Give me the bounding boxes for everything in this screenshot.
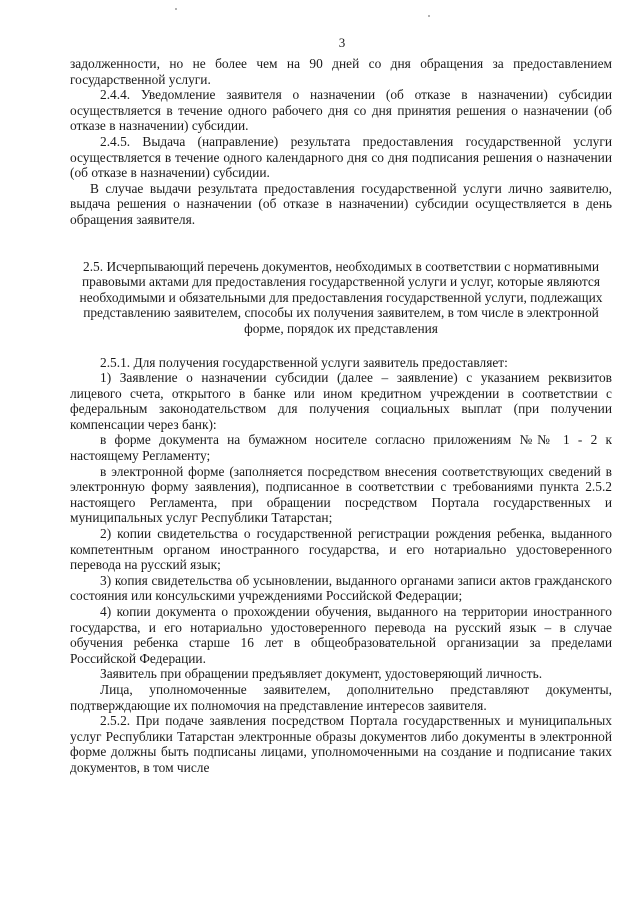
list-item-3-adoption-certificate: 3) копия свидетельства об усыновлении, выданного органами записи актов гражданского состояния или консульскими учреждениями Российской Федерации; (70, 572, 612, 604)
paragraph-2-5-2: 2.5.2. При подаче заявления посредством Портала государственных и муниципальных услуг Республики Татарстан электронные образы документов либо документы в электронной форме должны быть подписаны лицами, уполномоченными на создание и подписание таких документов, в том числе (70, 713, 612, 775)
list-item-paper-form: в форме документа на бумажном носителе согласно приложениям №№ 1 - 2 к настоящему Регламенту; (70, 432, 612, 464)
scan-speck (428, 15, 430, 17)
list-item-4-education-document: 4) копии документа о прохождении обучения, выданного на территории иностранного государства, и его нотариально удостоверенного перевода на русский язык – в случае обучения ребенка старше 16 лет в общеобразовательной организации за пределами Российской Федерации. (70, 604, 612, 666)
paragraph-identity-document: Заявитель при обращении предъявляет документ, удостоверяющий личность. (100, 666, 543, 682)
scan-speck (175, 8, 177, 10)
document-body (70, 56, 612, 776)
paragraph-authorized-persons: Лица, уполномоченные заявителем, дополнительно представляют документы, подтверждающие их полномочия на представление интересов заявителя. (70, 681, 612, 713)
section-heading-2-5: 2.5. Исчерпывающий перечень документов, необходимых в соответствии с нормативными правовыми актами для предоставления государственной услуги и услуг, которые являются необходимыми и обязательными для предоставления государственной услуги, подлежащих представлению заявителем, способы их получения заявителем, в том числе в электронной форме, порядок их представления (79, 258, 603, 336)
paragraph-2-5-1: 2.5.1. Для получения государственной услуги заявитель предоставляет: (100, 354, 508, 370)
page-number: 3 (338, 35, 346, 50)
list-item-1-application: 1) Заявление о назначении субсидии (далее – заявление) с указанием реквизитов лицевого счета, открытого в банке или ином кредитном учреждении в соответствии с федеральным законодательством для получения социальных выплат (при получении компенсации через банк): (70, 370, 612, 432)
list-item-electronic-form: в электронной форме (заполняется посредством внесения соответствующих сведений в электронную форму заявления), подписанное в соответствии с требованиями пункта 2.5.2 настоящего Регламента, при обращении посредством Портала государственных и муниципальных услуг Республики Татарстан; (70, 463, 612, 526)
list-item-2-birth-certificate: 2) копии свидетельства о государственной регистрации рождения ребенка, выданного компетентным органом иностранного государства, и его нотариально удостоверенного перевода на русский язык; (70, 526, 612, 573)
paragraph-personal-delivery: В случае выдачи результата предоставления государственной услуги лично заявителю, выдача решения о назначении (об отказе в назначении) субсидии осуществляется в день обращения заявителя. (70, 180, 612, 227)
paragraph-2-4-4: 2.4.4. Уведомление заявителя о назначении (об отказе в назначении) субсидии осуществляется в течение одного рабочего дня со дня принятия решения о назначении (об отказе в назначении) субсидии. (70, 87, 612, 134)
paragraph-continuation: задолженности, но не более чем на 90 дней со дня обращения за предоставлением государственной услуги. (70, 56, 612, 87)
paragraph-2-4-5: 2.4.5. Выдача (направление) результата предоставления государственной услуги осуществляется в течение одного календарного дня со дня подписания решения о назначении (об отказе в назначении) субсидии. (70, 133, 612, 181)
